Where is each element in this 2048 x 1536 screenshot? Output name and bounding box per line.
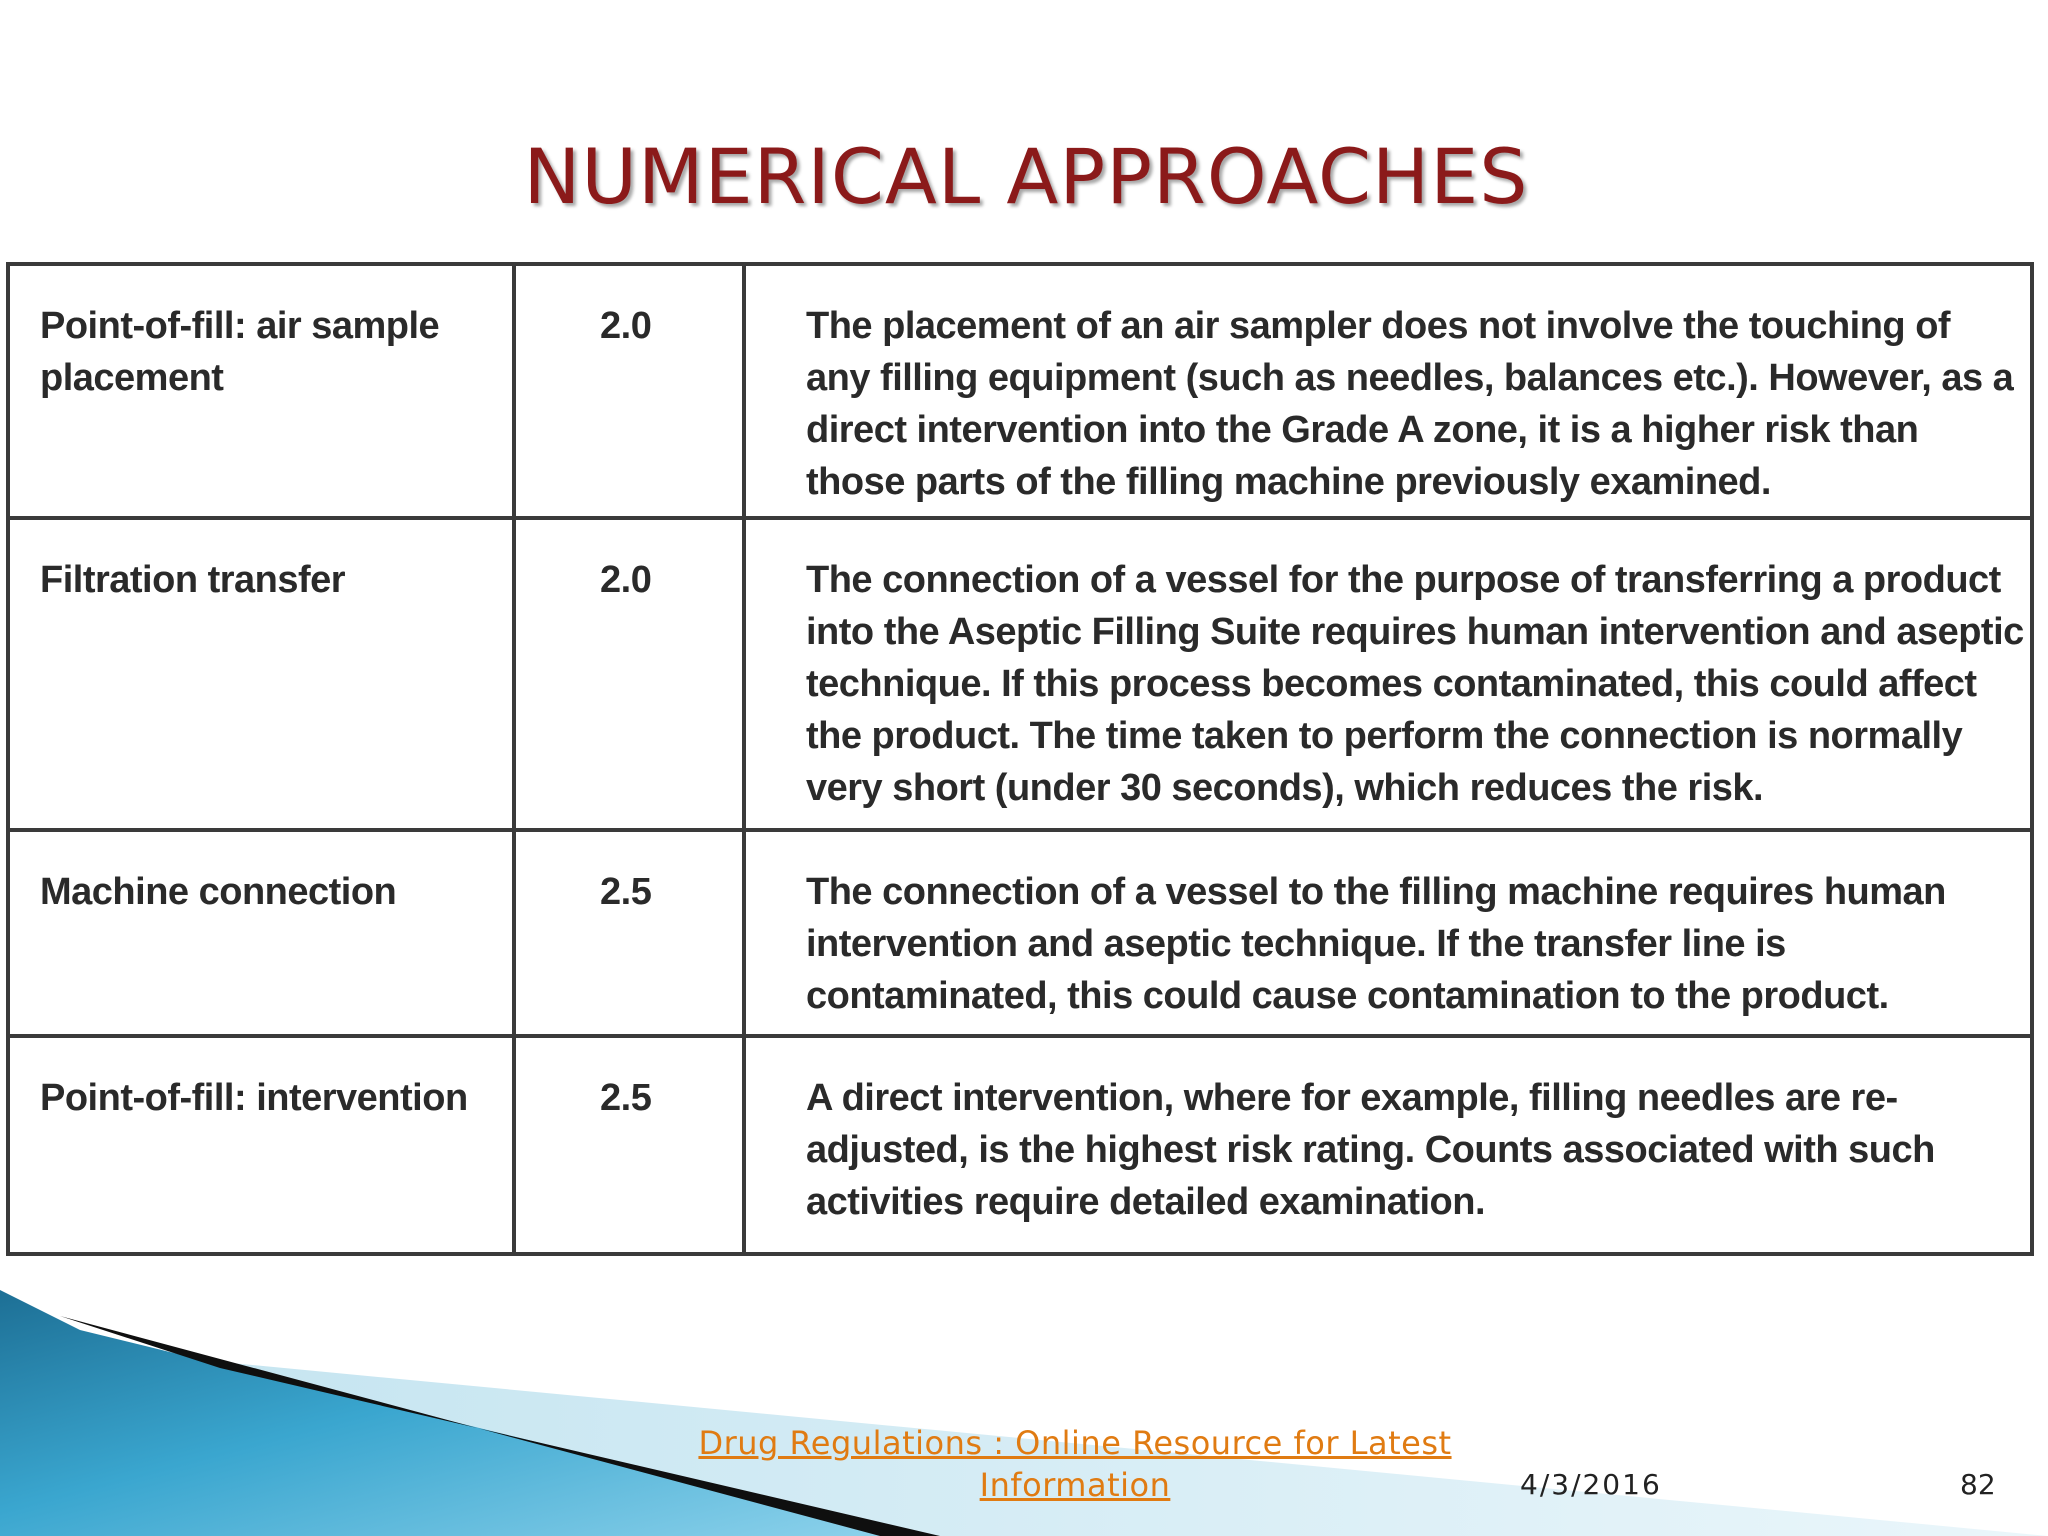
score-cell: 2.5 <box>516 1038 746 1256</box>
footer-page-number: 82 <box>1960 1468 1996 1501</box>
table-row <box>10 828 2030 1038</box>
score-cell: 2.0 <box>516 520 746 830</box>
footer-resource-link[interactable]: Drug Regulations : Online Resource for Latest Information <box>698 1424 1452 1504</box>
description-cell: The connection of a vessel to the filling machine requires human intervention and aseptic technique. If the transfer line is contaminated, this could cause contamination to the product. <box>806 871 1946 1017</box>
table-row <box>10 262 2030 520</box>
risk-table <box>6 262 2034 1256</box>
activity-cell: Filtration transfer <box>10 520 516 830</box>
score-cell: 2.0 <box>516 266 746 520</box>
score-cell: 2.5 <box>516 832 746 1038</box>
description-cell: The connection of a vessel for the purpose of transferring a product into the Aseptic Filling Suite requires human intervention and aseptic technique. If this process becomes contaminated, this could affect the product. The time taken to perform the connection is normally very short (under 30 seconds), which reduces the risk. <box>806 559 2024 809</box>
table-row <box>10 1034 2030 1256</box>
activity-cell: Point-of-fill: intervention <box>10 1038 516 1256</box>
footer-date: 4/3/2016 <box>1520 1468 1662 1501</box>
table-row <box>10 516 2030 830</box>
description-cell: The placement of an air sampler does not involve the touching of any filling equipment (such as needles, balances etc.). However, as a direct intervention into the Grade A zone, it is a higher risk than those parts of the filling machine previously examined. <box>806 305 2014 503</box>
activity-cell: Machine connection <box>10 832 516 1038</box>
slide-title: NUMERICAL APPROACHES <box>523 132 1529 221</box>
activity-cell: Point-of-fill: air sample placement <box>10 266 516 520</box>
description-cell: A direct intervention, where for example, filling needles are re-adjusted, is the highest risk rating. Counts associated with such activities require detailed examination. <box>806 1077 1935 1223</box>
